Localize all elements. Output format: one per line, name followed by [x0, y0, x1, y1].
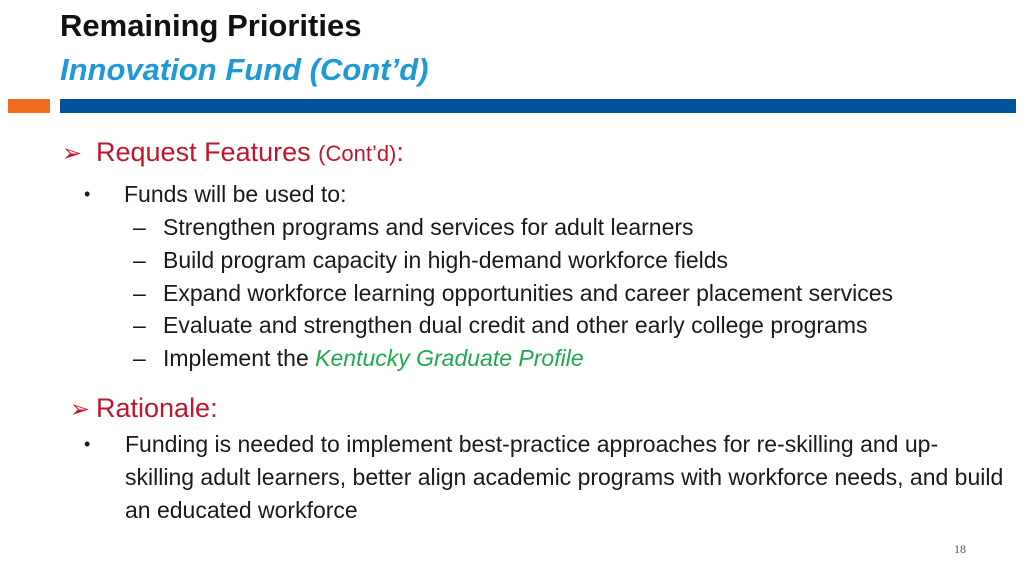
dash-icon: – [133, 247, 146, 273]
arrow-bullet-icon: ➢ [62, 140, 83, 167]
rationale-label: Rationale: [96, 393, 218, 423]
dash-icon: – [133, 345, 146, 371]
accent-bar-blue [60, 99, 1016, 113]
list-item [133, 345, 584, 372]
list-item [133, 312, 868, 339]
rationale-text: Funding is needed to implement best-practice approaches for re-skilling and up-skilling adult learners, better align academic programs with workforce needs, and build an educated workforce [125, 431, 1004, 523]
list-item-text: Evaluate and strengthen dual credit and other early college programs [163, 312, 868, 338]
request-features-label: Request Features [96, 137, 311, 167]
accent-bar-orange [8, 99, 50, 113]
funds-bullet-text: Funds will be used to: [124, 181, 347, 207]
request-features-heading [62, 137, 404, 168]
list-item [133, 247, 728, 274]
dash-icon: – [133, 280, 146, 306]
rationale-bullet-dot-icon: • [84, 434, 91, 454]
page-number: 18 [954, 542, 966, 556]
kentucky-graduate-profile-text: Kentucky Graduate Profile [315, 345, 584, 371]
bullet-dot-icon: • [84, 184, 91, 204]
list-item-text: Expand workforce learning opportunities and career placement services [163, 280, 894, 306]
list-item-prefix: Implement the [163, 345, 316, 371]
slide-subtitle: Innovation Fund (Cont’d) [60, 52, 429, 87]
dash-icon: – [133, 312, 146, 338]
rationale-heading [70, 393, 218, 424]
request-features-colon: : [396, 137, 404, 167]
list-item-text: Strengthen programs and services for adult learners [163, 214, 694, 240]
dash-icon: – [133, 214, 146, 240]
arrow-bullet-icon: ➢ [70, 396, 91, 423]
list-item [133, 214, 694, 241]
funds-bullet [84, 181, 346, 208]
request-features-contd: (Cont’d) [318, 141, 397, 166]
list-item-text: Build program capacity in high-demand workforce fields [163, 247, 729, 273]
slide-title: Remaining Priorities [60, 8, 362, 43]
list-item [133, 280, 893, 307]
